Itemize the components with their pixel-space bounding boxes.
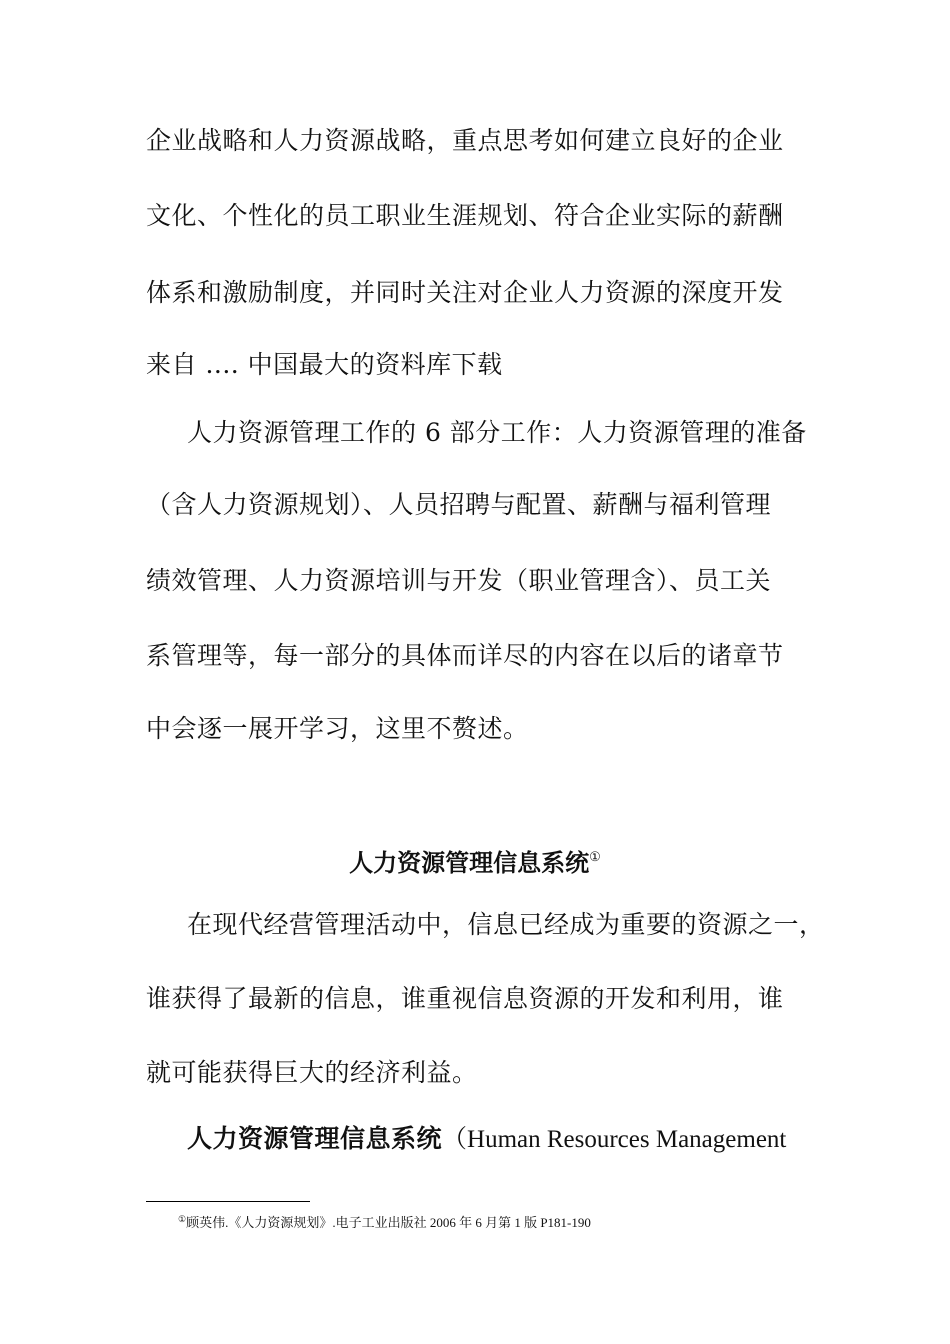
footnote [178,1211,591,1231]
paragraph3-line-3: 就可能获得巨大的经济利益。 [146,1058,478,1087]
section-heading [0,843,950,878]
paragraph3-line-2: 谁获得了最新的信息，谁重视信息资源的开发和利用，谁 [146,984,784,1013]
paragraph4-bold-lead: 人力资源管理信息系统 [187,1124,443,1153]
paragraph2-line-1: 人力资源管理工作的 6 部分工作：人力资源管理的准备 [187,418,807,447]
paragraph1-line-3: 体系和激励制度，并同时关注对企业人力资源的深度开发 [146,278,784,307]
paragraph1-line-2: 文化、个性化的员工职业生涯规划、符合企业实际的薪酬 [146,201,784,230]
footnote-mark: ① [178,1214,187,1224]
paragraph1-line-4: 来自 .... 中国最大的资料库下载 [146,350,503,379]
paragraph4-rest: （Human Resources Management [442,1126,787,1153]
section-title: 人力资源管理信息系统 [349,848,590,877]
paragraph3-line-1: 在现代经营管理活动中，信息已经成为重要的资源之一， [187,910,825,939]
paragraph2-line-2: （含人力资源规划）、人员招聘与配置、薪酬与福利管理 [146,490,772,519]
paragraph1-line-1: 企业战略和人力资源战略，重点思考如何建立良好的企业 [146,126,784,155]
footnote-separator [146,1201,310,1202]
paragraph2-line-3: 绩效管理、人力资源培训与开发（职业管理含）、员工关 [146,566,772,595]
footnote-text: 顾英伟.《人力资源规划》.电子工业出版社 2006 年 6 月第 1 版 P181-190 [186,1215,591,1230]
footnote-reference-mark: ① [589,850,601,865]
paragraph2-line-5: 中会逐一展开学习，这里不赘述。 [146,714,529,743]
paragraph2-line-4: 系管理等，每一部分的具体而详尽的内容在以后的诸章节 [146,641,784,670]
paragraph4-line-1 [187,1124,786,1155]
